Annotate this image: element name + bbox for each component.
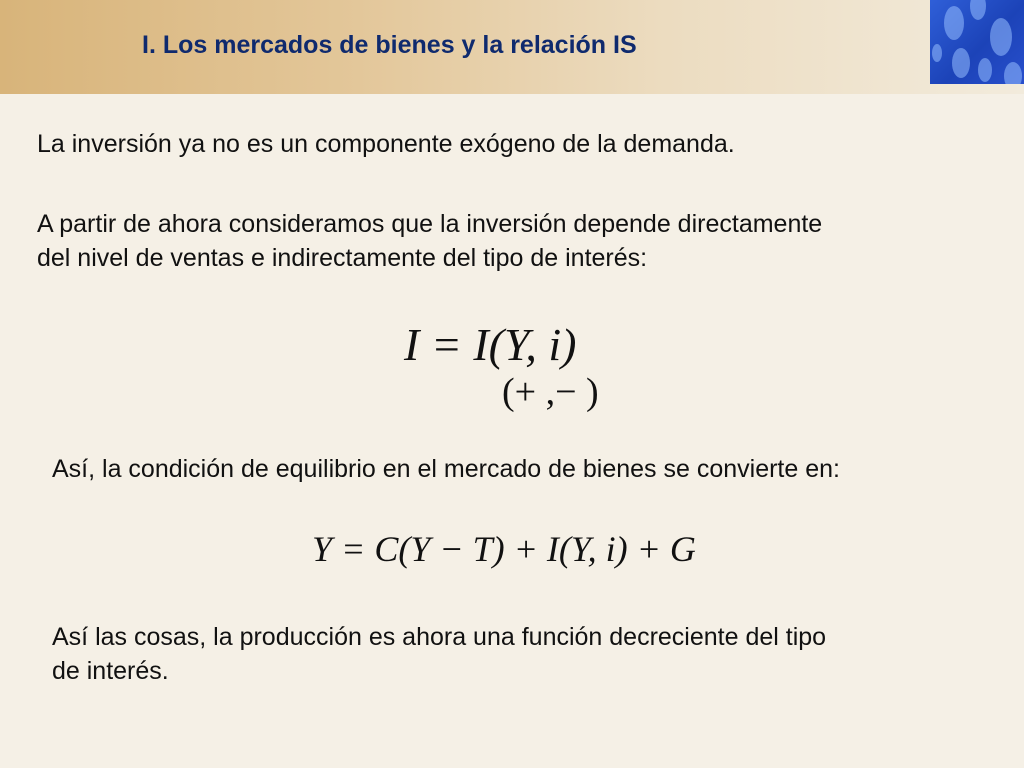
slide-title: I. Los mercados de bienes y la relación IS — [142, 31, 637, 59]
investment-function-signs: (+ ,− ) — [502, 371, 599, 413]
investment-function-formula: I = I(Y, i) — [404, 319, 577, 370]
paragraph-equilibrium-condition: Así, la condición de equilibrio en el mercado de bienes se convierte en: — [52, 455, 840, 483]
slide-header — [0, 0, 1024, 94]
paragraph-production-decreasing-line1: Así las cosas, la producción es ahora una función decreciente del tipo — [52, 623, 827, 651]
paragraph-production-decreasing-line2: de interés. — [52, 657, 169, 685]
paragraph-investment-depends-line2: del nivel de ventas e indirectamente del tipo de interés: — [37, 244, 648, 272]
goods-market-equilibrium-formula: Y = C(Y − T) + I(Y, i) + G — [312, 529, 696, 569]
paragraph-investment-depends-line1: A partir de ahora consideramos que la inversión depende directamente — [37, 210, 823, 238]
decorative-corner-image — [930, 0, 1024, 84]
paragraph-investment-not-exogenous: La inversión ya no es un componente exógeno de la demanda. — [37, 130, 735, 158]
